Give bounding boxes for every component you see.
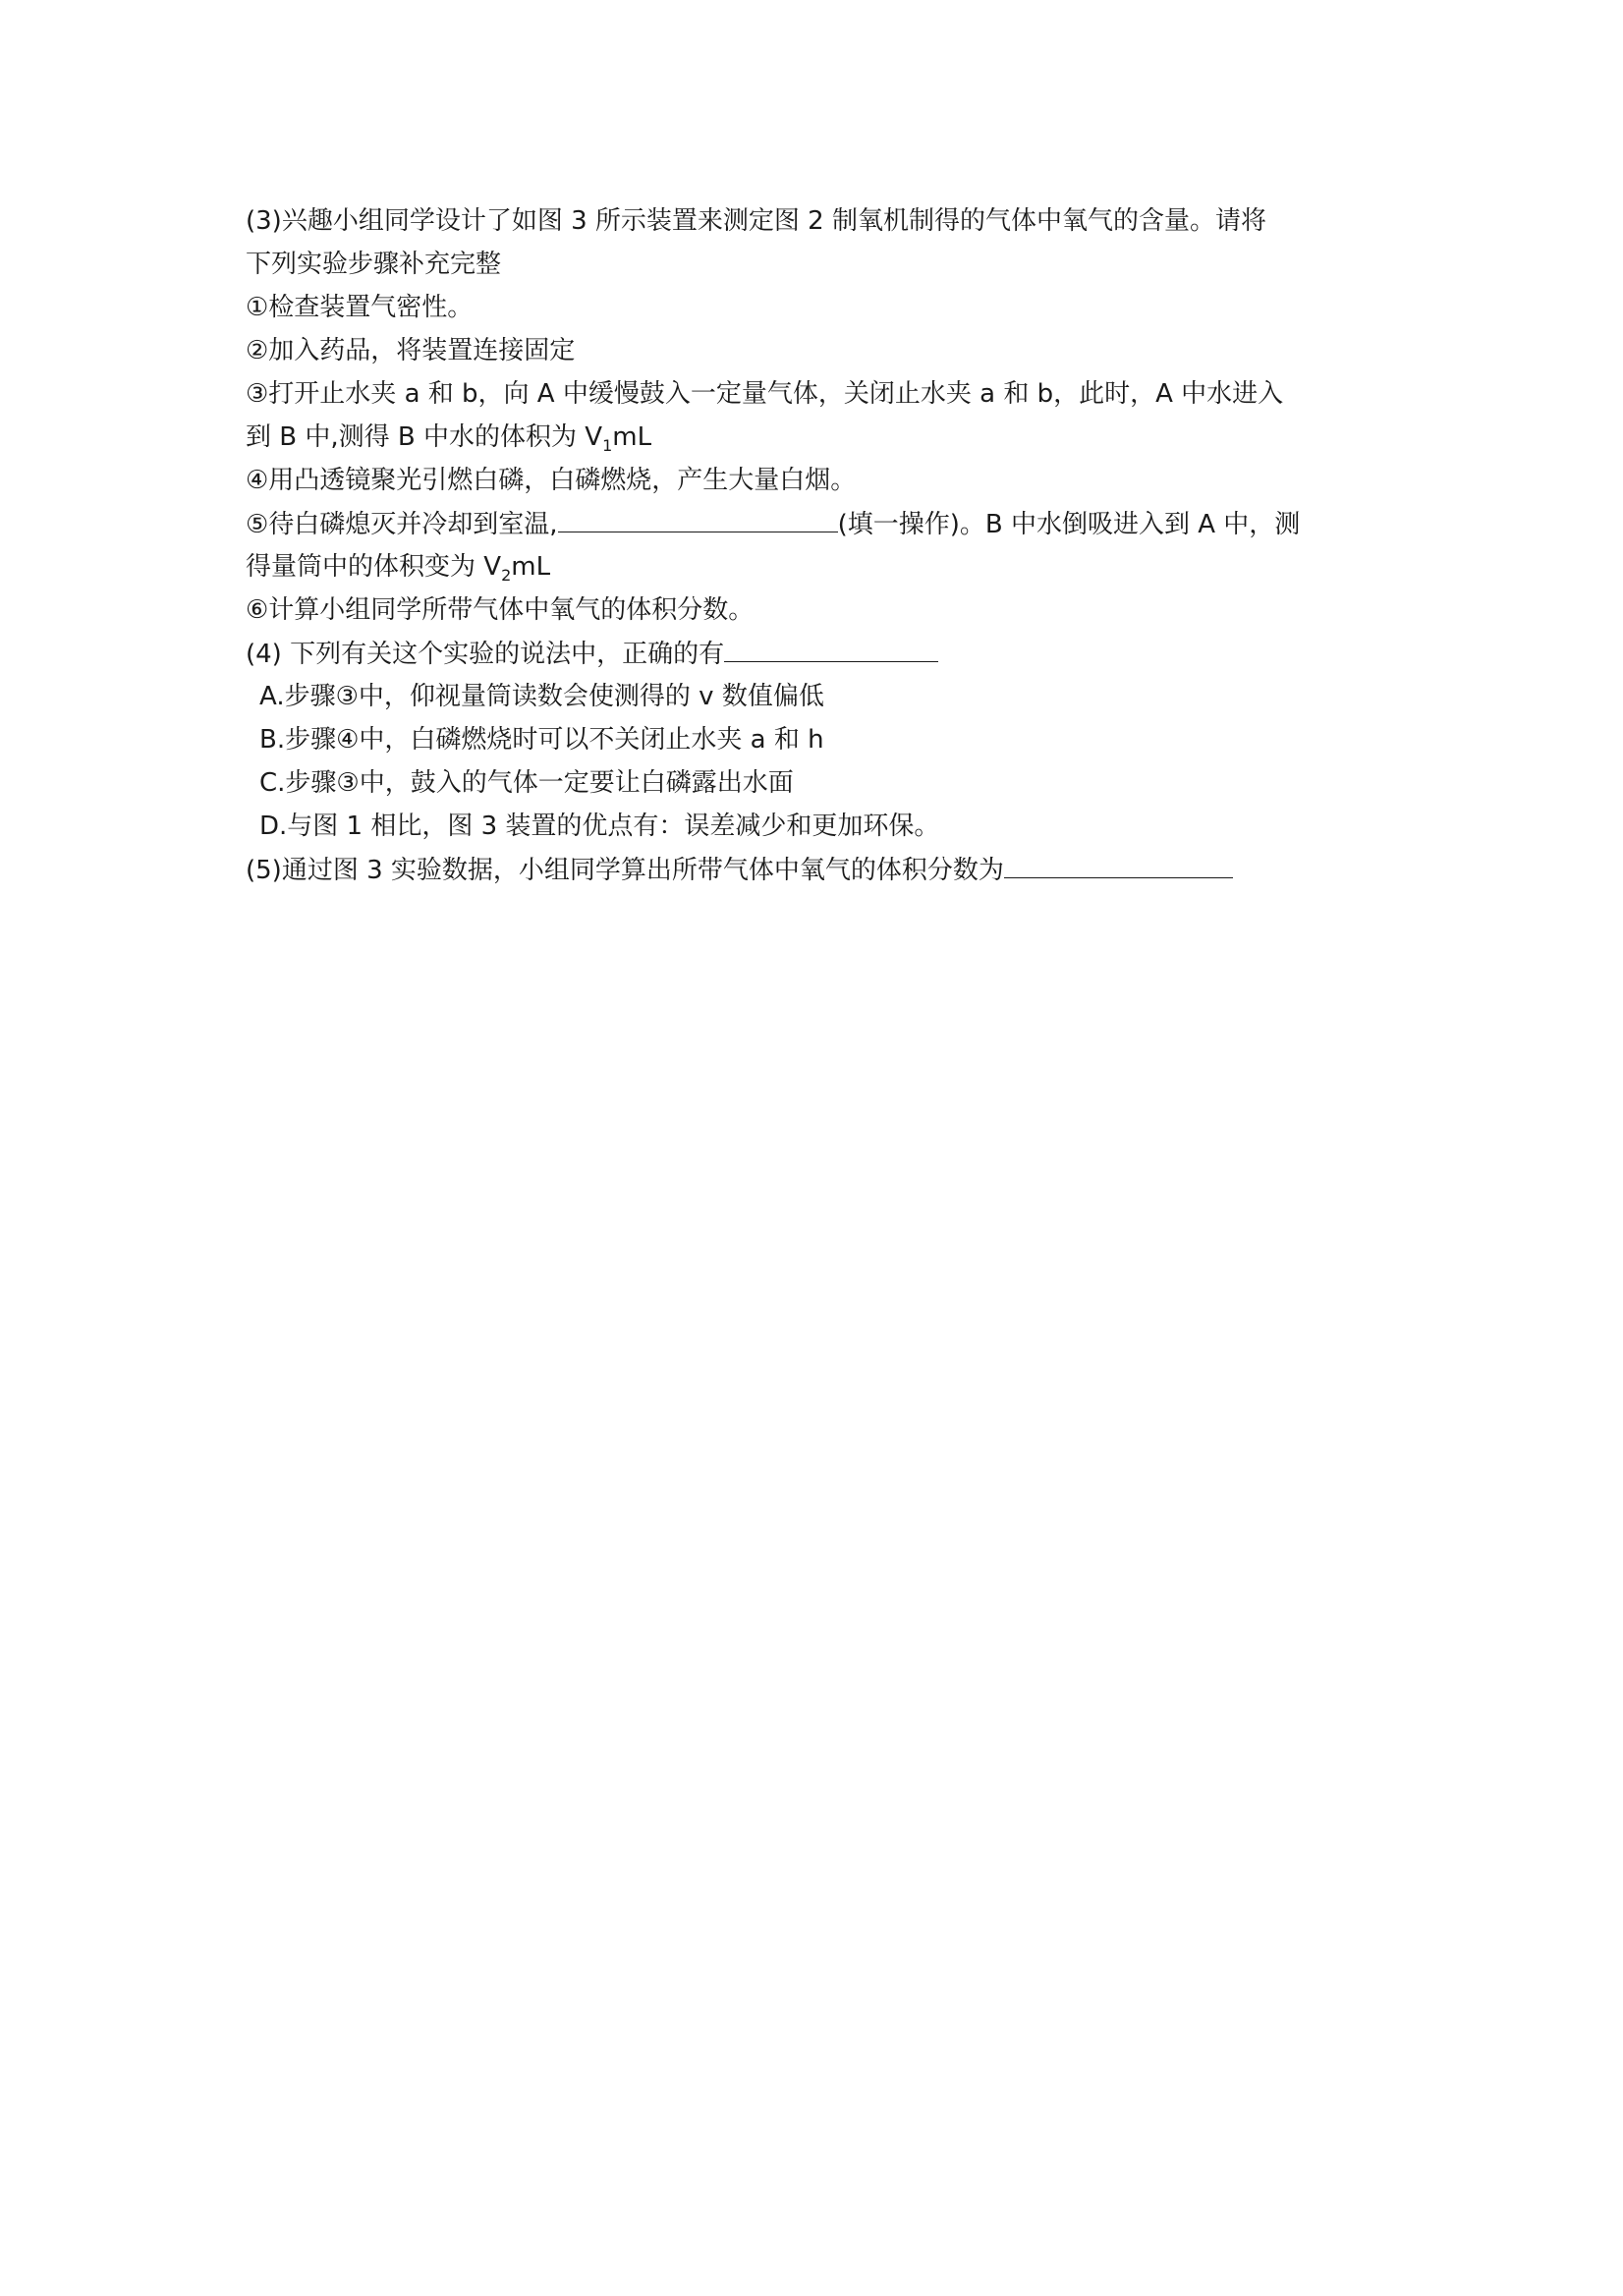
step-3-line-1 bbox=[246, 372, 1395, 416]
question-content bbox=[246, 199, 1395, 891]
step-6 bbox=[246, 588, 1395, 632]
step-5-answer-blank[interactable] bbox=[558, 502, 838, 532]
q4-answer-blank[interactable] bbox=[724, 632, 938, 662]
q5-answer-blank[interactable] bbox=[1004, 848, 1233, 878]
step-5-text-2: 得量筒中的体积变为 V bbox=[246, 552, 502, 582]
q4-option-d-text: D.与图 1 相比，图 3 装置的优点有：误差减少和更加环保。 bbox=[259, 812, 940, 841]
q5-stem bbox=[246, 848, 1395, 891]
q5-stem-text: (5)通过图 3 实验数据，小组同学算出所带气体中氧气的体积分数为 bbox=[246, 856, 1004, 885]
step-3-text-1: ③打开止水夹 a 和 b，向 A 中缓慢鼓入一定量气体，关闭止水夹 a 和 b，此时，A 中水进入 bbox=[246, 379, 1284, 409]
step-4 bbox=[246, 459, 1395, 502]
step-5-text-pre: ⑤待白磷熄灭并冷却到室温, bbox=[246, 510, 558, 539]
step-5-text-post: (填一操作)。B 中水倒吸进入到 A 中，测 bbox=[837, 510, 1301, 539]
q4-stem bbox=[246, 632, 1395, 675]
q3-intro-line-2 bbox=[246, 243, 1395, 286]
q3-intro-text-2: 下列实验步骤补充完整 bbox=[246, 250, 502, 279]
step-5-subscript: 2 bbox=[501, 566, 512, 586]
q3-intro-text-1: (3)兴趣小组同学设计了如图 3 所示装置来测定图 2 制氧机制得的气体中氧气的含量。请将 bbox=[246, 206, 1266, 236]
step-3-text-2: 到 B 中,测得 B 中水的体积为 V bbox=[246, 422, 603, 452]
step-1 bbox=[246, 286, 1395, 329]
step-5-line-1 bbox=[246, 502, 1395, 545]
q4-option-c-text: C.步骤③中，鼓入的气体一定要让白磷露出水面 bbox=[259, 768, 794, 798]
step-4-text: ④用凸透镜聚光引燃白磷，白磷燃烧，产生大量白烟。 bbox=[246, 466, 857, 495]
step-3-line-2 bbox=[246, 416, 1395, 459]
q4-option-c[interactable] bbox=[246, 761, 1395, 805]
q4-stem-text: (4) 下列有关这个实验的说法中，正确的有 bbox=[246, 640, 725, 669]
step-5-unit: mL bbox=[511, 552, 551, 582]
step-2 bbox=[246, 329, 1395, 372]
q4-option-b[interactable] bbox=[246, 718, 1395, 761]
q4-option-d[interactable] bbox=[246, 805, 1395, 848]
step-6-text: ⑥计算小组同学所带气体中氧气的体积分数。 bbox=[246, 595, 755, 625]
step-5-line-2 bbox=[246, 545, 1395, 588]
step-1-text: ①检查装置气密性。 bbox=[246, 293, 474, 322]
q4-option-b-text: B.步骤④中，白磷燃烧时可以不关闭止水夹 a 和 h bbox=[259, 725, 824, 755]
q4-option-a-text: A.步骤③中，仰视量筒读数会使测得的 v 数值偏低 bbox=[259, 682, 824, 711]
step-2-text: ②加入药品，将装置连接固定 bbox=[246, 336, 576, 365]
step-3-subscript: 1 bbox=[602, 436, 613, 456]
q4-option-a[interactable] bbox=[246, 675, 1395, 718]
step-3-unit: mL bbox=[612, 422, 652, 452]
q3-intro-line-1 bbox=[246, 199, 1395, 243]
